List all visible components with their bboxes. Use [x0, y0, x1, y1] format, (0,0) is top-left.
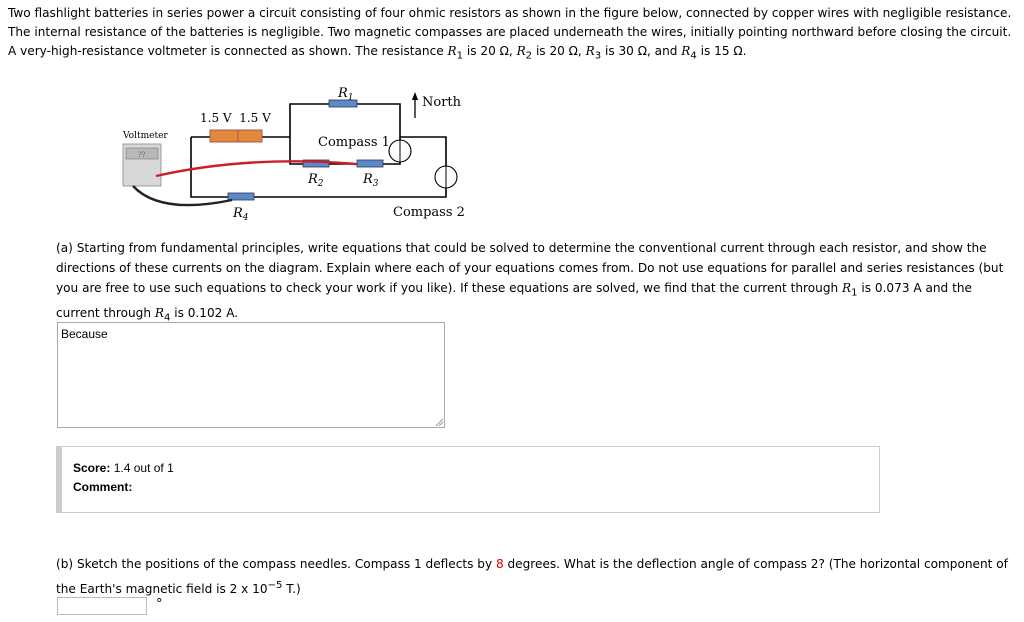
r4-symbol: R — [681, 44, 691, 58]
r1-sub: 1 — [456, 50, 464, 62]
r2-label: $R_2$ — [308, 172, 324, 189]
battery-label: 1.5 V 1.5 V — [200, 111, 271, 125]
part-b-question — [56, 553, 1016, 600]
part-b-text2: degrees. What is the deflection angle of compass 2? (The horizontal component of the Earth's magnetic field is 2 x 10 — [56, 557, 1008, 597]
r4-sub: 4 — [690, 50, 697, 62]
r1-label: $R_1$ — [338, 86, 354, 103]
r3-value: is 30 Ω, and — [601, 44, 682, 58]
score-value: 1.4 out of 1 — [113, 461, 174, 475]
exponent: −5 — [267, 580, 283, 591]
r2-value: is 20 Ω, — [532, 44, 586, 58]
rb-symbol: R — [154, 306, 164, 321]
part-b-text3: T.) — [282, 582, 301, 597]
r4-label: $R_4$ — [233, 206, 249, 223]
north-arrowhead — [412, 92, 418, 100]
voltmeter-black-lead — [133, 186, 232, 205]
circuit-figure — [110, 80, 480, 230]
answer-text: Because — [61, 327, 108, 341]
resistor-r4 — [228, 193, 254, 200]
problem-intro — [8, 4, 1016, 65]
comment-label: Comment: — [73, 480, 133, 494]
intro-text: Two flashlight batteries in series power a circuit consisting of four ohmic resistors as shown in the figure below, connected by copper wires with negligible resistance. The internal resistance of the batteries is negligible. Two magnetic compasses are placed underneath the wires, initially pointing northward before closing the circuit. A very-high-resistance voltmeter is connected as shown. The resistance — [8, 6, 1012, 58]
score-label: Score: — [73, 461, 111, 475]
r1-symbol: R — [447, 44, 457, 58]
resistor-r3 — [357, 160, 383, 167]
r1-value: is 20 Ω, — [463, 44, 517, 58]
part-a-text2: is 0.073 A and the current through — [56, 281, 972, 321]
r3-symbol: R — [585, 44, 595, 58]
r2-sub: 2 — [525, 50, 533, 62]
part-a-answer-textarea[interactable] — [57, 322, 445, 428]
deflection-value: 8 — [495, 557, 504, 571]
score-panel — [56, 446, 880, 513]
ra-sub: 1 — [851, 287, 858, 299]
battery-1 — [210, 130, 238, 142]
battery-2 — [238, 130, 262, 142]
r3-sub: 3 — [594, 50, 602, 62]
compass-1-label: Compass 1 — [318, 135, 390, 150]
compass-2-label: Compass 2 — [393, 205, 465, 220]
r3-label: $R_3$ — [363, 172, 379, 189]
part-b-text: (b) Sketch the positions of the compass needles. Compass 1 deflects by — [56, 557, 496, 571]
voltmeter-label: Voltmeter — [123, 131, 168, 141]
north-label: North — [422, 95, 462, 110]
part-a-text3: is 0.102 A. — [170, 306, 239, 321]
part-a-question — [56, 238, 1012, 329]
r4-value: is 15 Ω. — [696, 44, 747, 58]
part-a-text: (a) Starting from fundamental principles, write equations that could be solved to determine the conventional current through each resistor, and show the directions of these currents on the diagram. Explain where each of your equations comes from. Do not use equations for parallel and series resistances (but you are free to use such equations to check your work if you like). If these equations are solved, we find that the current through — [56, 241, 1004, 295]
degree-unit: ° — [156, 597, 163, 612]
resize-grip-icon[interactable] — [435, 418, 443, 426]
compass-2-angle-input[interactable] — [57, 597, 147, 615]
r2-symbol: R — [516, 44, 526, 58]
rb-sub: 4 — [163, 312, 171, 324]
voltmeter-display-text: ?? — [138, 151, 146, 159]
ra-symbol: R — [842, 281, 852, 295]
